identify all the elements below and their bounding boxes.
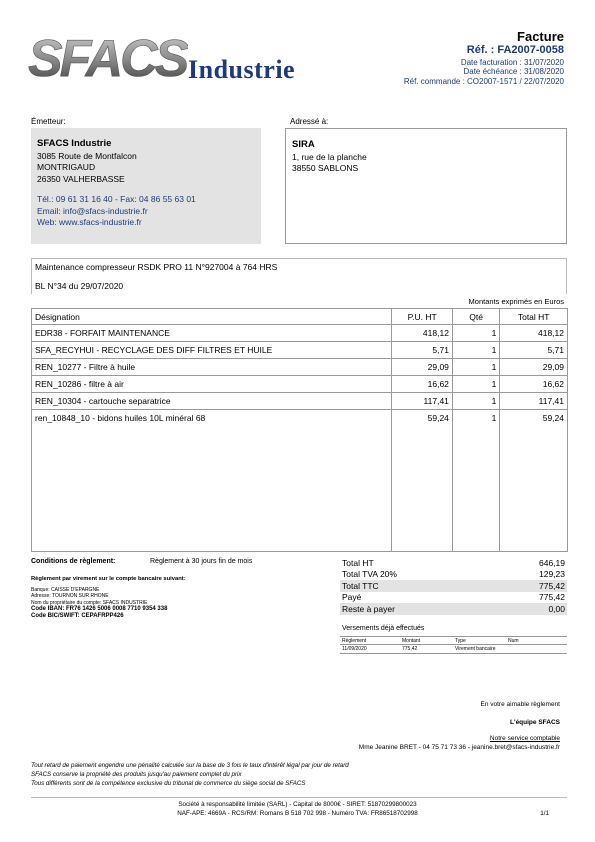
col-designation: Désignation xyxy=(32,309,392,325)
legal-line1: Tout retard de paiement engendre une pénalité calculée sur la base de 3 fois le taux d'intérêt légal par jour de retard xyxy=(31,762,349,769)
bank-iban: Code IBAN: FR76 1426 5006 0008 7710 9354 338 xyxy=(31,606,168,613)
versements-table xyxy=(340,636,567,654)
total-row xyxy=(340,569,567,581)
table-row xyxy=(32,376,568,393)
virement-title: Règlement par virement sur le compte bancaire suivant: xyxy=(31,576,186,582)
bank-bic: Code BIC/SWIFT: CEPAFRPP426 xyxy=(31,613,124,620)
total-label: Total TTC xyxy=(340,580,490,592)
total-value: 775,42 xyxy=(539,592,565,603)
bank-details xyxy=(31,587,167,620)
footer-divider xyxy=(31,797,567,798)
table-filler-row xyxy=(32,426,568,552)
cell-qte: 1 xyxy=(452,325,499,342)
objet-line1: Maintenance compresseur RSDK PRO 11 N°927004 à 764 HRS xyxy=(35,262,278,272)
emetteur-box xyxy=(31,128,261,244)
cell-pu: 59,24 xyxy=(392,410,453,427)
vers-col-type: Type xyxy=(455,638,466,644)
emetteur-phone: Tél.: 09 61 31 16 40 - Fax: 04 86 55 63 01 xyxy=(37,194,196,204)
cell-designation: ren_10848_10 - bidons huiles 10L minéral 68 xyxy=(32,410,392,427)
date-facturation: Date facturation : 31/07/2020 xyxy=(460,58,564,67)
cell-total: 29,09 xyxy=(500,359,568,376)
vers-type: Virement bancaire xyxy=(455,646,496,652)
total-row xyxy=(340,592,567,604)
table-row xyxy=(32,393,568,410)
vers-col-reglement: Règlement xyxy=(342,638,367,644)
emetteur-label: Émetteur: xyxy=(31,117,66,126)
signature-line3: Notre service comptable xyxy=(489,735,560,742)
table-row xyxy=(32,359,568,376)
items-table xyxy=(31,308,568,552)
conditions-value: Règlement à 30 jours fin de mois xyxy=(150,558,253,565)
destinataire-label: Adressé à: xyxy=(290,117,329,126)
cell-total: 59,24 xyxy=(500,410,568,427)
logo-text-main: SFACS xyxy=(28,30,187,82)
legal-line2: SFACS conserve la propriété des produits jusqu'au paiement complet du prix xyxy=(31,771,242,778)
cell-designation: REN_10277 - Filtre à huile xyxy=(32,359,392,376)
total-label: Reste à payer xyxy=(340,603,490,615)
cell-designation: REN_10286 - filtre à air xyxy=(32,376,392,393)
footer-line2: NAF-APE: 4669A - RCS/RM: Romans B 518 702 998 - Numéro TVA: FR86518702998 xyxy=(177,810,418,817)
col-qte: Qté xyxy=(452,309,499,325)
invoice-ref: Réf. : FA2007-0058 xyxy=(466,44,564,56)
footer-line1: Société à responsabilité limitée (SARL) - Capital de 8000€ - SIRET: 51870299800023 xyxy=(178,801,417,808)
bank-name: Banque: CAISSE D'EPARGNE xyxy=(31,587,100,593)
cell-designation: REN_10304 - cartouche separatrice xyxy=(32,393,392,410)
emetteur-email[interactable]: Email: info@sfacs-industrie.fr xyxy=(37,205,148,216)
total-value: 646,19 xyxy=(539,557,565,568)
destinataire-name: SIRA xyxy=(292,139,315,150)
signature-line4: Mme Jeanine BRET - 04 75 71 73 36 - jeanine.bret@sfacs-industrie.fr xyxy=(358,744,560,751)
cell-pu: 418,12 xyxy=(392,325,453,342)
cell-qte: 1 xyxy=(452,342,499,359)
cell-qte: 1 xyxy=(452,393,499,410)
cell-designation: EDR38 - FORFAIT MAINTENANCE xyxy=(32,325,392,342)
total-row xyxy=(340,557,567,569)
total-value: 0,00 xyxy=(490,603,567,615)
bank-address: Adresse: TOURNON SUR RHONE xyxy=(31,593,109,600)
versements-title: Versements déjà effectués xyxy=(342,625,425,632)
total-label: Total HT xyxy=(342,557,374,568)
document-title: Facture xyxy=(517,29,564,44)
total-row xyxy=(340,603,567,615)
vers-montant: 775,42 xyxy=(402,646,418,652)
versement-row xyxy=(340,645,567,654)
objet-box xyxy=(31,258,567,294)
destinataire-address1: 1, rue de la planche xyxy=(292,151,367,162)
signature-line2: L'équipe SFACS xyxy=(510,719,560,726)
page-number: 1/1 xyxy=(540,810,549,817)
emetteur-address1: 3085 Route de Montfalcon xyxy=(37,150,137,161)
table-row xyxy=(32,342,568,359)
col-pu: P.U. HT xyxy=(392,309,453,325)
table-row xyxy=(32,410,568,427)
vers-col-montant: Montant xyxy=(402,638,421,644)
cell-designation: SFA_RECYHUI - RECYCLAGE DES DIFF FILTRES ET HUILE xyxy=(32,342,392,359)
vers-reglement: 11/09/2020 xyxy=(342,646,367,652)
company-logo xyxy=(28,30,188,82)
total-value: 129,23 xyxy=(539,569,565,580)
legal-line3: Tous différents sont de la compétence exclusive du tribunal de commerce du siège social de SFACS xyxy=(31,780,306,787)
cell-qte: 1 xyxy=(452,410,499,427)
date-echeance: Date échéance : 31/08/2020 xyxy=(463,67,564,76)
total-value: 775,42 xyxy=(490,580,567,592)
destinataire-address2: 38550 SABLONS xyxy=(292,163,359,173)
total-label: Payé xyxy=(342,592,362,603)
bank-owner: Nom du propriétaire du compte: SFACS INDUSTRIE xyxy=(31,599,148,606)
cell-qte: 1 xyxy=(452,376,499,393)
destinataire-box xyxy=(285,128,567,244)
emetteur-web[interactable]: Web: www.sfacs-industrie.fr xyxy=(37,217,142,227)
emetteur-address2: MONTRIGAUD xyxy=(37,162,96,172)
versements-header-row xyxy=(340,636,567,645)
signature-line1: En votre aimable règlement xyxy=(480,701,560,708)
emetteur-name: SFACS Industrie xyxy=(37,138,112,149)
totals-table xyxy=(340,557,567,615)
ref-commande: Réf. commande : CO2007-1571 / 22/07/2020 xyxy=(403,77,564,86)
vers-col-num: Num xyxy=(508,638,519,644)
cell-total: 418,12 xyxy=(500,325,568,342)
montants-note: Montants exprimés en Euros xyxy=(468,297,564,306)
cell-pu: 16,62 xyxy=(392,376,453,393)
logo-text-sub: Industrie xyxy=(188,55,296,84)
col-total: Total HT xyxy=(500,309,568,325)
cell-total: 5,71 xyxy=(500,342,568,359)
emetteur-address3: 26350 VALHERBASSE xyxy=(37,173,125,184)
cell-pu: 117,41 xyxy=(392,393,453,410)
total-label: Total TVA 20% xyxy=(342,569,397,580)
conditions-label: Conditions de règlement: xyxy=(31,558,116,565)
total-row xyxy=(340,580,567,592)
cell-total: 16,62 xyxy=(500,376,568,393)
items-header-row xyxy=(32,309,568,325)
cell-qte: 1 xyxy=(452,359,499,376)
objet-line2: BL N°34 du 29/07/2020 xyxy=(35,281,124,291)
cell-pu: 5,71 xyxy=(392,342,453,359)
cell-pu: 29,09 xyxy=(392,359,453,376)
cell-total: 117,41 xyxy=(500,393,568,410)
table-row xyxy=(32,325,568,342)
